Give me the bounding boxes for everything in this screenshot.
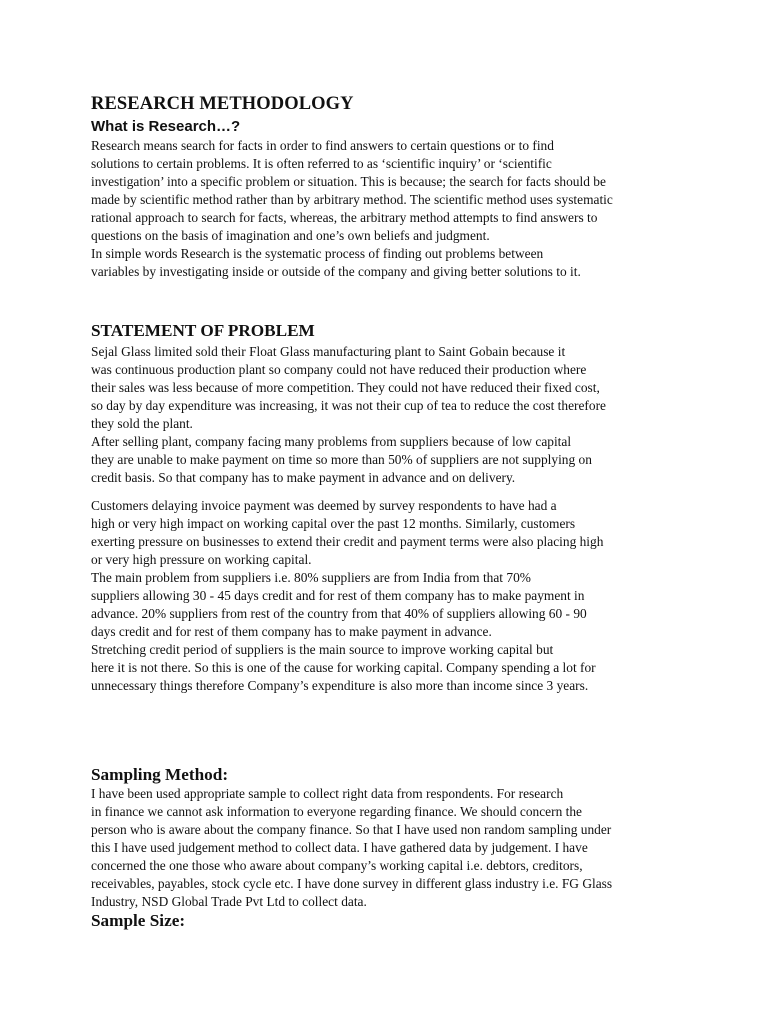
paragraph-line: high or very high impact on working capital over the past 12 months. Similarly, customers xyxy=(91,516,576,531)
document-title: RESEARCH METHODOLOGY xyxy=(91,94,354,114)
paragraph-line: After selling plant, company facing many problems from suppliers because of low capital xyxy=(91,434,572,449)
paragraph-line: Research means search for facts in order to find answers to certain questions or to find xyxy=(91,138,554,153)
what-is-research-paragraph xyxy=(91,137,691,281)
paragraph-line: so day by day expenditure was increasing, it was not their cup of tea to reduce the cost therefore xyxy=(91,398,606,413)
paragraph-line: or very high pressure on working capital. xyxy=(91,552,312,567)
paragraph-line: in finance we cannot ask information to everyone regarding finance. We should concern the xyxy=(91,804,582,819)
paragraph-line: was continuous production plant so company could not have reduced their production where xyxy=(91,362,587,377)
paragraph-line: solutions to certain problems. It is often referred to as ‘scientific inquiry’ or ‘scientific xyxy=(91,156,552,171)
paragraph-line: they sold the plant. xyxy=(91,416,193,431)
paragraph-line: unnecessary things therefore Company’s expenditure is also more than income since 3 years. xyxy=(91,678,589,693)
paragraph-line: advance. 20% suppliers from rest of the country from that 40% of suppliers allowing 60 - 90 xyxy=(91,606,587,621)
paragraph-line: made by scientific method rather than by arbitrary method. The scientific method uses systematic xyxy=(91,192,613,207)
statement-of-problem-paragraph-2 xyxy=(91,497,691,695)
paragraph-line: I have been used appropriate sample to collect right data from respondents. For research xyxy=(91,786,564,801)
paragraph-line: Industry, NSD Global Trade Pvt Ltd to collect data. xyxy=(91,894,367,909)
paragraph-line: their sales was less because of more competition. They could not have reduced their fixed cost, xyxy=(91,380,600,395)
sampling-method-paragraph xyxy=(91,785,691,911)
paragraph-line: suppliers allowing 30 - 45 days credit and for rest of them company has to make payment in xyxy=(91,588,585,603)
paragraph-line: investigation’ into a specific problem or situation. This is because; the search for facts should be xyxy=(91,174,606,189)
paragraph-line: this I have used judgement method to collect data. I have gathered data by judgement. I have xyxy=(91,840,588,855)
statement-of-problem-paragraph-1 xyxy=(91,343,691,487)
paragraph-line: Customers delaying invoice payment was deemed by survey respondents to have had a xyxy=(91,498,557,513)
paragraph-line: In simple words Research is the systematic process of finding out problems between xyxy=(91,246,544,261)
what-is-research-heading: What is Research…? xyxy=(91,118,241,135)
paragraph-line: they are unable to make payment on time so more than 50% of suppliers are not supplying on xyxy=(91,452,592,467)
paragraph-line: questions on the basis of imagination and one’s own beliefs and judgment. xyxy=(91,228,490,243)
paragraph-line: credit basis. So that company has to make payment in advance and on delivery. xyxy=(91,470,516,485)
paragraph-line: Stretching credit period of suppliers is the main source to improve working capital but xyxy=(91,642,554,657)
sample-size-heading: Sample Size: xyxy=(91,911,186,930)
statement-of-problem-heading: STATEMENT OF PROBLEM xyxy=(91,321,315,340)
paragraph-line: person who is aware about the company finance. So that I have used non random sampling under xyxy=(91,822,612,837)
paragraph-line: rational approach to search for facts, whereas, the arbitrary method attempts to find answers to xyxy=(91,210,598,225)
paragraph-line: exerting pressure on businesses to extend their credit and payment terms were also placing high xyxy=(91,534,604,549)
paragraph-line: variables by investigating inside or outside of the company and giving better solutions to it. xyxy=(91,264,581,279)
paragraph-line: The main problem from suppliers i.e. 80% suppliers are from India from that 70% xyxy=(91,570,531,585)
paragraph-line: days credit and for rest of them company has to make payment in advance. xyxy=(91,624,492,639)
paragraph-line: receivables, payables, stock cycle etc. I have done survey in different glass industry i.e. FG Glass xyxy=(91,876,613,891)
sampling-method-heading: Sampling Method: xyxy=(91,765,229,784)
paragraph-line: concerned the one those who aware about company’s working capital i.e. debtors, creditors, xyxy=(91,858,583,873)
paragraph-line: Sejal Glass limited sold their Float Glass manufacturing plant to Saint Gobain because it xyxy=(91,344,566,359)
paragraph-line: here it is not there. So this is one of the cause for working capital. Company spending a lot for xyxy=(91,660,596,675)
